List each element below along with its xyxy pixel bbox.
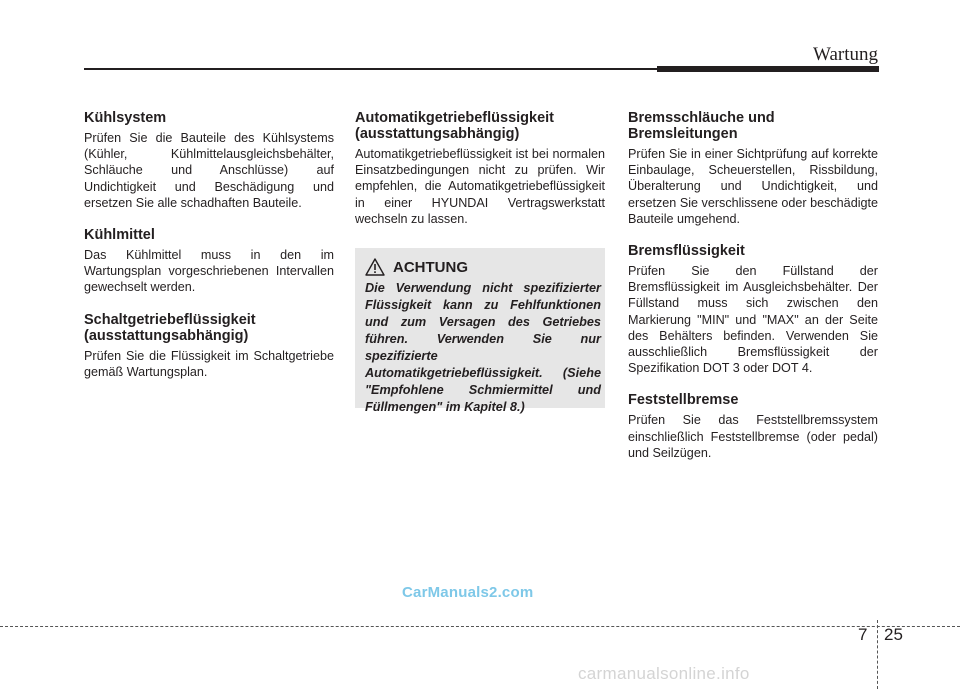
caution-header: [365, 258, 468, 276]
section-body: Prüfen Sie die Flüssigkeit im Schaltgetriebe gemäß Wartungsplan.: [84, 348, 334, 379]
section-heading: Kühlmittel: [84, 227, 155, 244]
section-kuehlmittel: [84, 227, 334, 296]
footer-rule: [0, 626, 960, 627]
section-automatikgetriebe: [355, 110, 605, 227]
page-number: 25: [884, 625, 903, 644]
section-heading: Kühlsystem: [84, 110, 167, 126]
section-heading: Feststellbremse: [628, 392, 739, 409]
header-title: Wartung: [813, 44, 878, 65]
section-heading: Bremsflüssigkeit: [628, 243, 745, 260]
section-kuehlsystem: [84, 110, 334, 211]
section-schaltgetriebe: [84, 312, 334, 380]
header-rule-accent: [657, 66, 879, 72]
section-heading: Automatikgetriebeflüssigkeit (ausstattungsabhängig): [355, 110, 555, 142]
section-body: Das Kühlmittel muss in den im Wartungsplan vorgeschriebenen Intervallen gewechselt werden.: [84, 248, 334, 295]
section-heading: Bremsschläuche und Bremsleitungen: [628, 110, 775, 142]
header-rule: [84, 68, 657, 70]
caution-title: ACHTUNG: [393, 258, 468, 276]
watermark-link[interactable]: CarManuals2.com: [402, 584, 534, 601]
column-left: [84, 110, 334, 396]
section-body: Automatikgetriebeflüssigkeit ist bei normalen Einsatzbedingungen nicht zu prüfen. Wir empfehlen, die Automatikgetriebeflüssigkeit in einer HYUNDAI Vertragswerkstatt wechseln zu lassen.: [355, 147, 605, 226]
warning-triangle-icon: [365, 258, 385, 276]
section-body: Prüfen Sie das Feststellbremssystem einschließlich Feststellbremse (oder pedal) und Seilzügen.: [628, 413, 878, 460]
column-right: [628, 110, 878, 477]
section-heading: Schaltgetriebeflüssigkeit (ausstattungsabhängig): [84, 311, 256, 344]
caution-text: Die Verwendung nicht spezifizierter Flüssigkeit kann zu Fehlfunktionen und zum Versagen des Getriebes führen. Verwenden Sie nur spezifizierte Automatikgetriebeflüssigkeit. (Siehe "Empfohlene Schmiermittel und Füllmengen" im Kapitel 8.): [365, 281, 601, 414]
column-middle: [355, 110, 605, 243]
section-body: Prüfen Sie in einer Sichtprüfung auf korrekte Einbaulage, Scheuerstellen, Rissbildung, Überalterung und Undichtigkeit, und ersetzen Sie verschlissene oder beschädigte Bauteile umgehend.: [628, 147, 878, 226]
caution-box: [355, 248, 605, 414]
watermark-text: carmanualsonline.info: [578, 664, 750, 683]
section-feststellbremse: [628, 392, 878, 461]
page-number-divider: [877, 620, 879, 689]
section-bremsschlaeuche: [628, 110, 878, 227]
section-body: Prüfen Sie die Bauteile des Kühlsystems (Kühler, Kühlmittelausgleichsbehälter, Schläuche und Anschlüsse) auf Undichtigkeit und Beschädigung und ersetzen Sie alle schadhaften Bauteile.: [84, 131, 334, 210]
section-body: Prüfen Sie den Füllstand der Bremsflüssigkeit im Ausgleichsbehälter. Der Füllstand muss sich zwischen den Markierung "MIN" und "MAX" an der Seite des Behälters befinden. Verwenden Sie ausschließlich Bremsflüssigkeit der Spezifikation DOT 3 oder DOT 4.: [628, 264, 878, 376]
chapter-number: 7: [858, 625, 868, 644]
section-bremsfluessigkeit: [628, 243, 878, 376]
